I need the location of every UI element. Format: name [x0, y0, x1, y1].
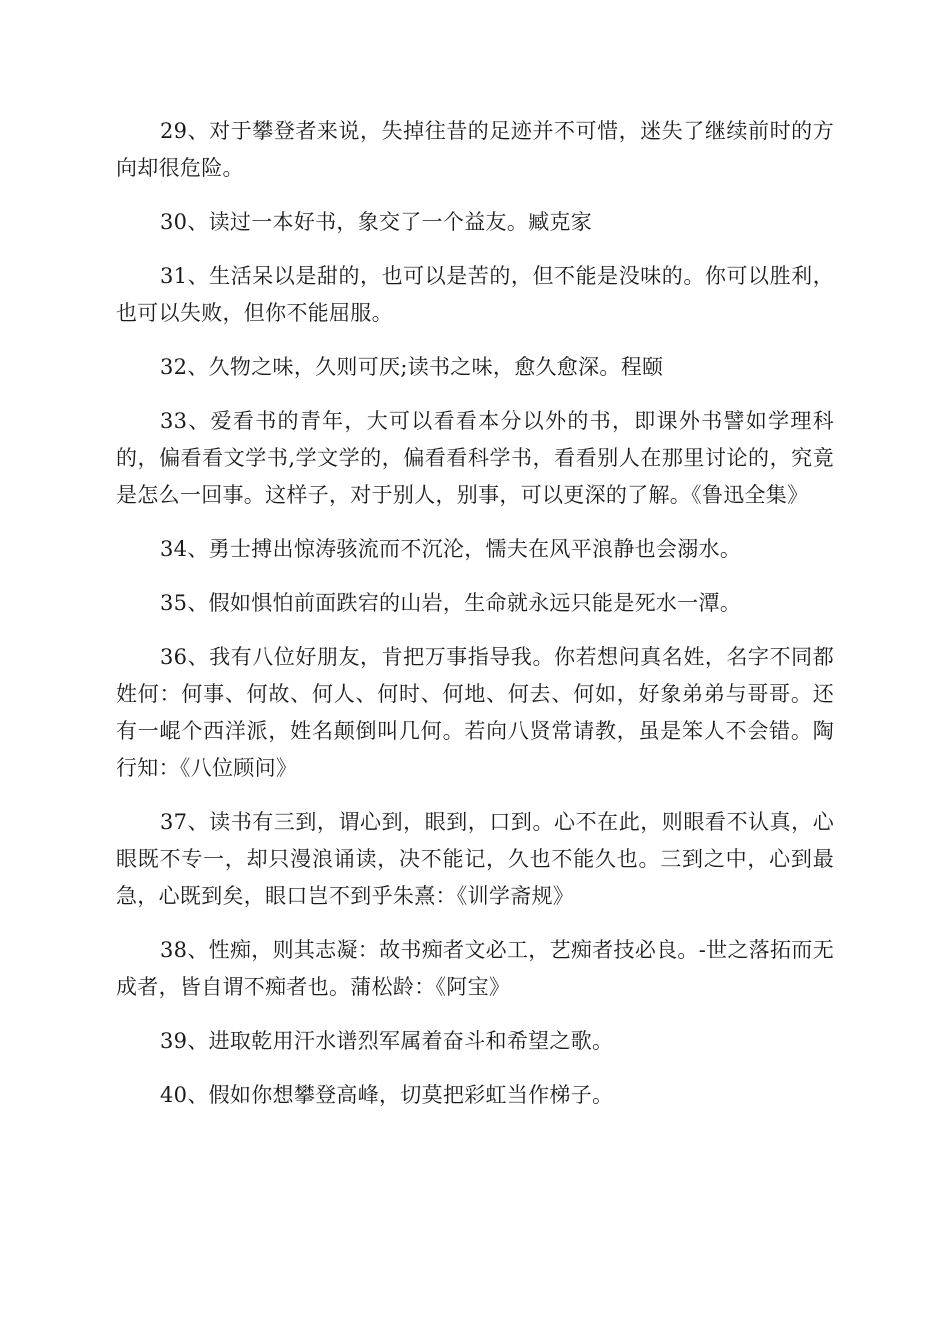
- quote-paragraph-38: 38、性痴，则其志凝：故书痴者文必工，艺痴者技必良。-世之落拓而无成者，皆自谓不痴者也。蒲松龄：《阿宝》: [116, 938, 834, 999]
- quote-paragraph-32: 32、久物之味，久则可厌;读书之味，愈久愈深。程颐: [160, 355, 664, 379]
- quote-paragraph-39: 39、进取乾用汗水谱烈军属着奋斗和希望之歌。: [160, 1029, 614, 1053]
- quote-paragraph-37: 37、读书有三到，谓心到，眼到，口到。心不在此，则眼看不认真，心眼既不专一，却只漫浪诵读，决不能记，久也不能久也。三到之中，心到最急，心既到矣，眼口岂不到乎朱熹：《训学斋规》: [116, 810, 834, 908]
- quote-paragraph-30: 30、读过一本好书，象交了一个益友。臧克家: [160, 210, 593, 234]
- quote-paragraph-31: 31、生活呆以是甜的，也可以是苦的，但不能是没味的。你可以胜利，也可以失败，但你不能屈服。: [116, 264, 834, 325]
- quote-paragraph-34: 34、勇士搏出惊涛骇流而不沉沦，懦夫在风平浪静也会溺水。: [160, 537, 742, 561]
- quote-paragraph-29: 29、对于攀登者来说，失掉往昔的足迹并不可惜，迷失了继续前时的方向却很危险。: [116, 119, 834, 180]
- quote-paragraph-33: 33、爱看书的青年，大可以看看本分以外的书，即课外书譬如学理科的，偏看看文学书,学文学的，偏看看科学书，看看别人在那里讨论的，究竟是怎么一回事。这样子，对于别人，别事，可以更深的了解。《鲁迅全集》: [116, 409, 834, 507]
- quote-paragraph-40: 40、假如你想攀登高峰，切莫把彩虹当作梯子。: [160, 1083, 614, 1107]
- quote-paragraph-36: 36、我有八位好朋友，肯把万事指导我。你若想问真名姓，名字不同都姓何：何事、何故、何人、何时、何地、何去、何如，好象弟弟与哥哥。还有一崐个西洋派，姓名颠倒叫几何。若向八贤常请教，虽是笨人不会错。陶行知：《八位顾问》: [116, 645, 834, 780]
- document-body: [116, 113, 834, 1131]
- quote-paragraph-35: 35、假如惧怕前面跌宕的山岩，生命就永远只能是死水一潭。: [160, 591, 742, 615]
